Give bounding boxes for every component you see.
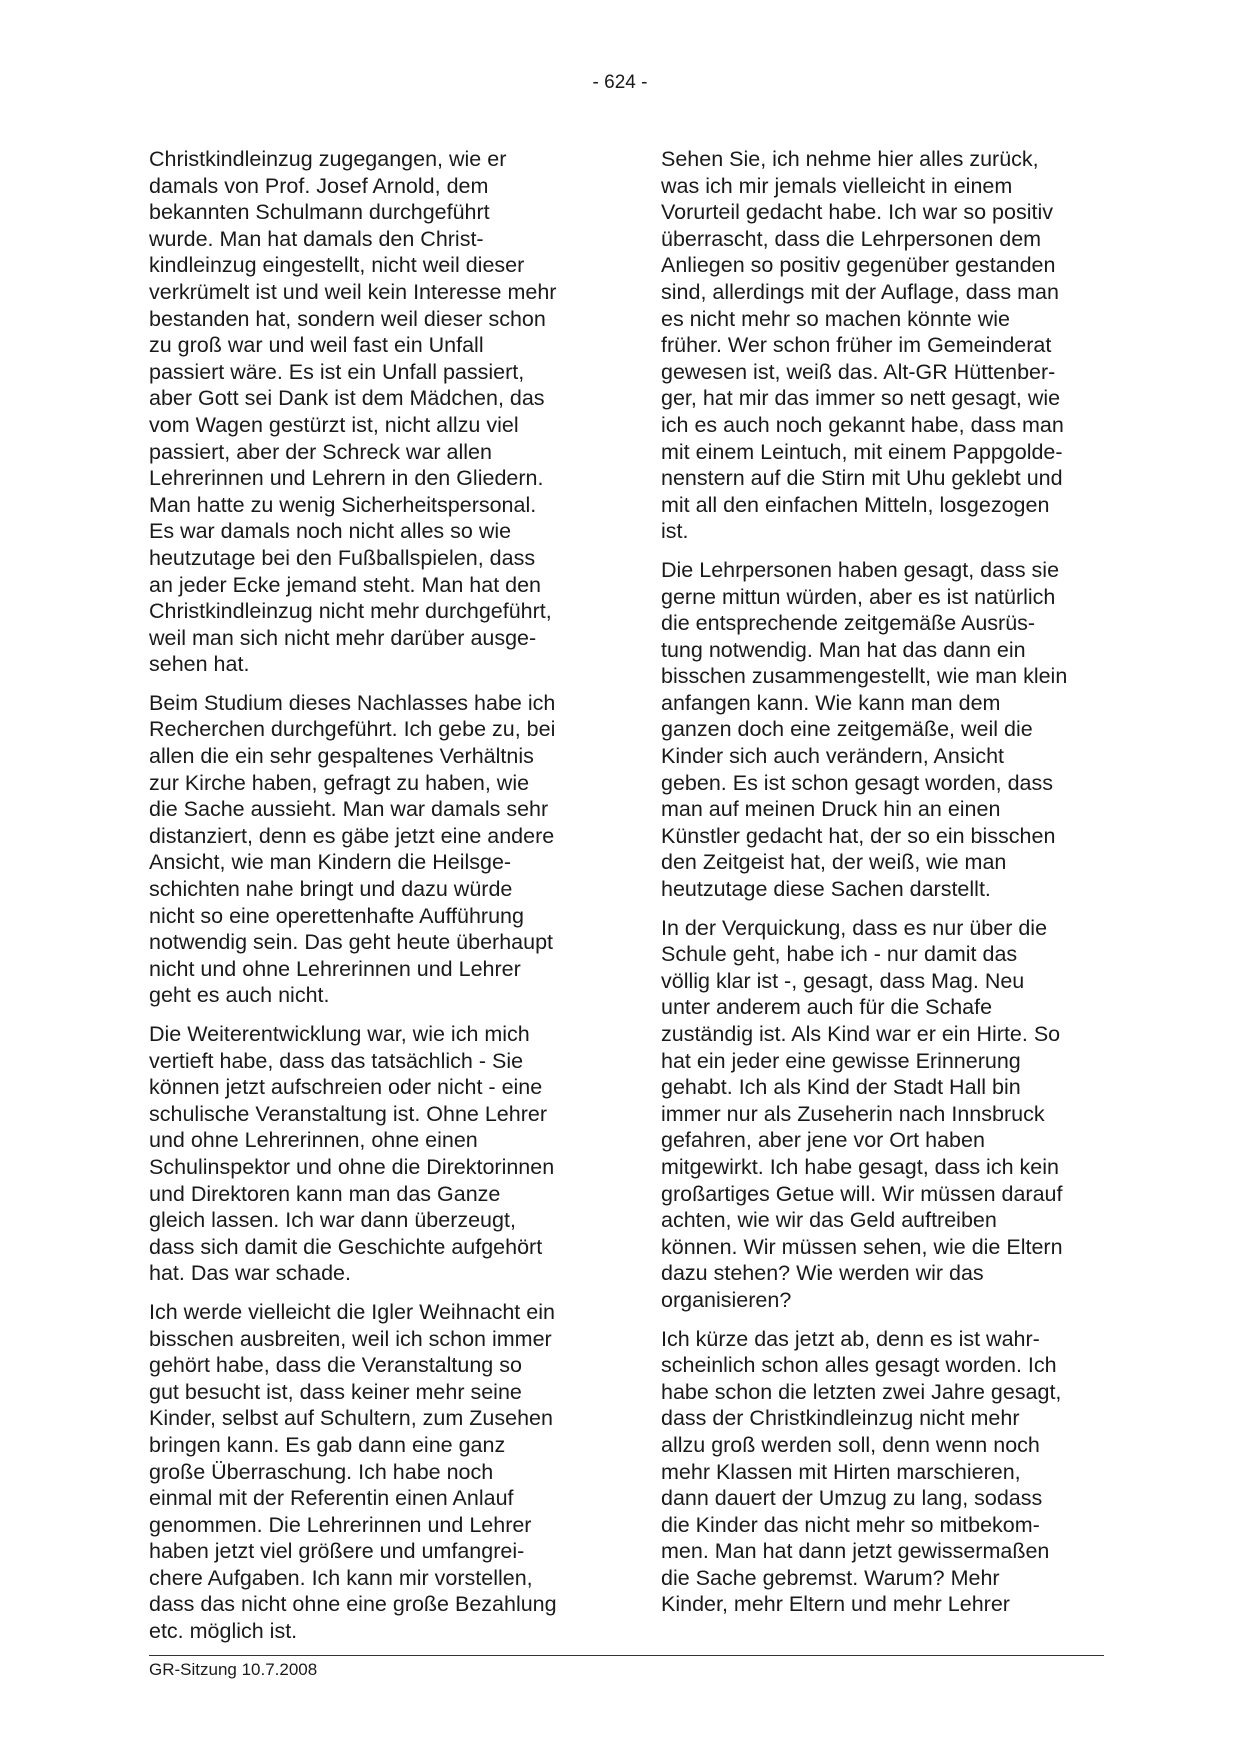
text-line: anfangen kann. Wie kann man dem <box>661 690 1001 715</box>
paragraph <box>149 1299 599 1645</box>
text-line: mehr Klassen mit Hirten marschieren, <box>661 1459 1021 1484</box>
text-line: sind, allerdings mit der Auflage, dass man <box>661 279 1059 304</box>
text-line: Die Weiterentwicklung war, wie ich mich <box>149 1022 530 1046</box>
text-line: heutzutage bei den Fußballspielen, dass <box>149 545 536 570</box>
text-line: sehen hat. <box>149 652 250 677</box>
text-line: scheinlich schon alles gesagt worden. Ich <box>661 1353 1057 1378</box>
text-line: Es war damals noch nicht alles so wie <box>149 519 512 544</box>
paragraph <box>149 690 599 1009</box>
text-line: nenstern auf die Stirn mit Uhu geklebt und <box>661 466 1063 491</box>
text-line: vom Wagen gestürzt ist, nicht allzu viel <box>149 412 519 437</box>
text-line: großartiges Getue will. Wir müssen darauf <box>661 1181 1063 1206</box>
paragraph <box>149 1021 599 1287</box>
text-line: vertieft habe, dass das tatsächlich - Sie <box>149 1048 524 1073</box>
text-line: ger, hat mir das immer so nett gesagt, wie <box>661 386 1061 411</box>
text-line: etc. möglich ist. <box>149 1619 298 1644</box>
text-line: dass sich damit die Geschichte aufgehört <box>149 1234 543 1259</box>
text-line: dann dauert der Umzug zu lang, sodass <box>661 1486 1043 1511</box>
text-line: distanziert, denn es gäbe jetzt eine andere <box>149 823 555 848</box>
text-line: Man hatte zu wenig Sicherheitspersonal. <box>149 492 537 517</box>
text-line: gehabt. Ich als Kind der Stadt Hall bin <box>661 1075 1021 1100</box>
text-line: Kinder sich auch verändern, Ansicht <box>661 744 1005 769</box>
text-line: allen die ein sehr gespaltenes Verhältnis <box>149 744 534 769</box>
text-line: und ohne Lehrerinnen, ohne einen <box>149 1128 478 1153</box>
paragraph <box>661 557 1111 903</box>
text-line: nicht und ohne Lehrerinnen und Lehrer <box>149 956 521 981</box>
text-line: können. Wir müssen sehen, wie die Eltern <box>661 1234 1063 1259</box>
text-line: In der Verquickung, dass es nur über die <box>661 915 1048 940</box>
text-line: achten, wie wir das Geld auftreiben <box>661 1208 997 1233</box>
text-line: damals von Prof. Josef Arnold, dem <box>149 173 489 198</box>
text-line: zu groß war und weil fast ein Unfall <box>149 333 484 358</box>
text-line: schulische Veranstaltung ist. Ohne Lehrer <box>149 1101 547 1126</box>
text-line: gewesen ist, weiß das. Alt-GR Hüttenber- <box>661 359 1056 384</box>
text-line: hat ein jeder eine gewisse Erinnerung <box>661 1048 1021 1073</box>
text-line: men. Man hat dann jetzt gewissermaßen <box>661 1539 1050 1564</box>
paragraph <box>149 146 599 678</box>
text-line: bisschen ausbreiten, weil ich schon immer <box>149 1326 552 1351</box>
text-line: können jetzt aufschreien oder nicht - eine <box>149 1075 543 1100</box>
text-line: Die Lehrpersonen haben gesagt, dass sie <box>661 557 1060 582</box>
text-line: dass der Christkindleinzug nicht mehr <box>661 1406 1020 1431</box>
text-line: tung notwendig. Man hat das dann ein <box>661 637 1026 662</box>
text-line: ist. <box>661 519 689 544</box>
text-line: früher. Wer schon früher im Gemeinderat <box>661 333 1052 358</box>
text-line: haben jetzt viel größere und umfangrei- <box>149 1539 525 1564</box>
text-line: mit einem Leintuch, mit einem Pappgolde- <box>661 439 1063 464</box>
text-line: den Zeitgeist hat, der weiß, wie man <box>661 850 1007 875</box>
text-line: an jeder Ecke jemand steht. Man hat den <box>149 572 542 597</box>
text-line: Kinder, selbst auf Schultern, zum Zusehen <box>149 1406 553 1431</box>
text-line: bisschen zusammengestellt, wie man klein <box>661 664 1068 689</box>
text-line: mit all den einfachen Mitteln, losgezogen <box>661 492 1050 517</box>
text-line: Künstler gedacht hat, der so ein bisschen <box>661 823 1056 848</box>
paragraph <box>661 146 1111 545</box>
text-line: die Sache gebremst. Warum? Mehr <box>661 1565 1000 1590</box>
text-line: ganzen doch eine zeitgemäße, weil die <box>661 717 1033 742</box>
text-line: Vorurteil gedacht habe. Ich war so positiv <box>661 200 1053 225</box>
text-line: immer nur als Zuseherin nach Innsbruck <box>661 1101 1045 1126</box>
text-line: weil man sich nicht mehr darüber ausge- <box>149 625 537 650</box>
text-line: unter anderem auch für die Schafe <box>661 995 993 1020</box>
text-line: dass das nicht ohne eine große Bezahlung <box>149 1592 557 1617</box>
text-line: Christkindleinzug nicht mehr durchgeführt, <box>149 599 552 624</box>
text-line: die entsprechende zeitgemäße Ausrüs- <box>661 611 1036 636</box>
text-line: gehört habe, dass die Veranstaltung so <box>149 1353 522 1378</box>
text-line: Sehen Sie, ich nehme hier alles zurück, <box>661 147 1039 171</box>
text-line: Anliegen so positiv gegenüber gestanden <box>661 253 1056 278</box>
text-line: und Direktoren kann man das Ganze <box>149 1181 501 1206</box>
text-line: völlig klar ist -, gesagt, dass Mag. Neu <box>661 968 1025 993</box>
text-line: kindleinzug eingestellt, nicht weil dieser <box>149 253 525 278</box>
text-line: bestanden hat, sondern weil dieser schon <box>149 306 546 331</box>
text-line: bekannten Schulmann durchgeführt <box>149 200 490 225</box>
text-line: schichten nahe bringt und dazu würde <box>149 877 513 902</box>
text-line: Ansicht, wie man Kindern die Heilsge- <box>149 850 512 875</box>
text-line: gut besucht ist, dass keiner mehr seine <box>149 1379 522 1404</box>
text-line: Ich kürze das jetzt ab, denn es ist wahr- <box>661 1326 1040 1351</box>
text-line: geben. Es ist schon gesagt worden, dass <box>661 770 1054 795</box>
text-line: Lehrerinnen und Lehrern in den Gliedern. <box>149 466 544 491</box>
text-line: genommen. Die Lehrerinnen und Lehrer <box>149 1512 532 1537</box>
text-line: wurde. Man hat damals den Christ- <box>149 226 484 251</box>
text-line: Recherchen durchgeführt. Ich gebe zu, bei <box>149 717 556 742</box>
text-line: habe schon die letzten zwei Jahre gesagt, <box>661 1379 1062 1404</box>
text-line: gerne mittun würden, aber es ist natürlich <box>661 584 1056 609</box>
text-line: die Kinder das nicht mehr so mitbekom- <box>661 1512 1040 1537</box>
text-line: chere Aufgaben. Ich kann mir vorstellen, <box>149 1565 533 1590</box>
text-line: nicht so eine operettenhafte Aufführung <box>149 903 524 928</box>
text-line: hat. Das war schade. <box>149 1261 351 1286</box>
text-line: Ich werde vielleicht die Igler Weihnacht ein <box>149 1299 555 1324</box>
text-line: mitgewirkt. Ich habe gesagt, dass ich kein <box>661 1154 1059 1179</box>
footer-text: GR-Sitzung 10.7.2008 <box>149 1660 318 1679</box>
text-line: Schulinspektor und ohne die Direktorinnen <box>149 1154 555 1179</box>
text-line: passiert, aber der Schreck war allen <box>149 439 492 464</box>
text-line: aber Gott sei Dank ist dem Mädchen, das <box>149 386 545 411</box>
text-line: Kinder, mehr Eltern und mehr Lehrer <box>661 1592 1010 1617</box>
text-line: zuständig ist. Als Kind war er ein Hirte. So <box>661 1022 1061 1046</box>
text-line: große Überraschung. Ich habe noch <box>149 1459 494 1484</box>
text-line: dazu stehen? Wie werden wir das <box>661 1261 984 1286</box>
text-line: was ich mir jemals vielleicht in einem <box>661 173 1013 198</box>
text-line: heutzutage diese Sachen darstellt. <box>661 877 991 902</box>
text-line: verkrümelt ist und weil kein Interesse mehr <box>149 279 557 304</box>
text-line: allzu groß werden soll, denn wenn noch <box>661 1432 1040 1457</box>
text-line: die Sache aussieht. Man war damals sehr <box>149 797 549 822</box>
text-column-right <box>661 146 1111 1630</box>
text-line: organisieren? <box>661 1287 792 1312</box>
page-number: - 624 - <box>592 72 648 93</box>
text-line: Schule geht, habe ich - nur damit das <box>661 942 1018 967</box>
text-line: passiert wäre. Es ist ein Unfall passiert, <box>149 359 525 384</box>
text-line: gefahren, aber jene vor Ort haben <box>661 1128 985 1153</box>
text-line: geht es auch nicht. <box>149 983 330 1008</box>
text-line: es nicht mehr so machen könnte wie <box>661 306 1010 331</box>
text-line: man auf meinen Druck hin an einen <box>661 797 1001 822</box>
footer-divider <box>149 1655 1104 1656</box>
text-line: bringen kann. Es gab dann eine ganz <box>149 1432 506 1457</box>
text-line: ich es auch noch gekannt habe, dass man <box>661 412 1064 437</box>
paragraph <box>661 1326 1111 1619</box>
paragraph <box>661 915 1111 1314</box>
text-line: notwendig sein. Das geht heute überhaupt <box>149 930 554 955</box>
text-line: gleich lassen. Ich war dann überzeugt, <box>149 1208 516 1233</box>
text-line: einmal mit der Referentin einen Anlauf <box>149 1486 514 1511</box>
text-line: Christkindleinzug zugegangen, wie er <box>149 147 507 171</box>
text-line: Beim Studium dieses Nachlasses habe ich <box>149 690 556 715</box>
text-column-left <box>149 146 599 1657</box>
text-line: zur Kirche haben, gefragt zu haben, wie <box>149 770 530 795</box>
text-line: überrascht, dass die Lehrpersonen dem <box>661 226 1042 251</box>
